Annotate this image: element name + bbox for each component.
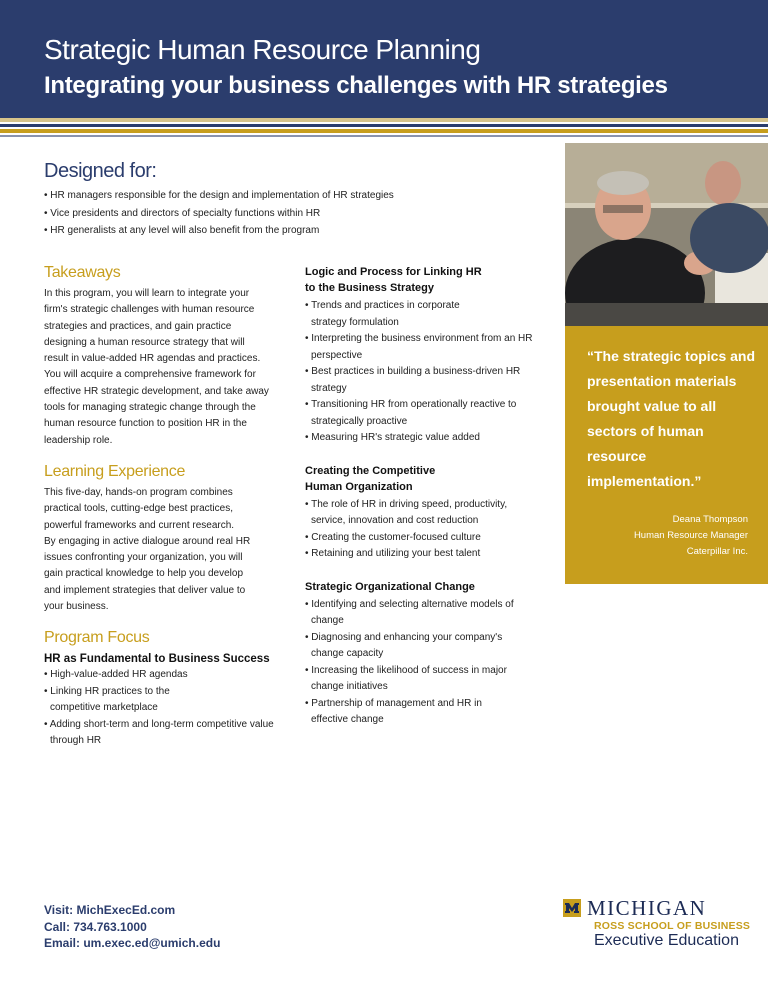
logic-list [305, 298, 545, 447]
list-item: • HR generalists at any level will also benefit from the program [44, 225, 320, 236]
list-item: • Interpreting the business environment from an HR perspective [305, 333, 533, 361]
text-line: human resource function to position HR in the [44, 418, 247, 430]
header-banner [0, 0, 768, 118]
program-focus-title: Program Focus [44, 629, 150, 647]
program-focus-subhead: HR as Fundamental to Business Success [44, 653, 270, 666]
text-line: tools for managing strategic change through the [44, 402, 256, 414]
michigan-ross-logo [563, 896, 753, 956]
middle-column [305, 264, 545, 729]
subhead-line: Human Organization [305, 480, 413, 493]
text-line: firm's strategic challenges with human resource [44, 304, 255, 316]
text-line: This five-day, hands-on program combines [44, 486, 233, 498]
learning-text [44, 485, 289, 615]
logo-school: ROSS SCHOOL OF BUSINESS [594, 920, 751, 932]
contact-block [44, 902, 220, 952]
takeaways-text [44, 286, 289, 449]
text-line: effective HR strategic development, and take away [44, 385, 269, 397]
text-line: designing a human resource strategy that will [44, 336, 245, 348]
phone-number: Call: 734.763.1000 [44, 919, 147, 934]
competitive-list [305, 497, 545, 563]
competitive-subhead [305, 463, 545, 495]
testimonial-company: Caterpillar Inc. [686, 546, 748, 557]
list-item: • Partnership of management and HR in effective change [305, 697, 482, 725]
text-line: and implement strategies that deliver value to [44, 584, 246, 596]
speaker-photo [565, 143, 768, 326]
logo-unit: Executive Education [594, 932, 739, 949]
block-m-icon [563, 899, 581, 917]
subhead-line: Creating the Competitive [305, 464, 436, 477]
testimonial-name: Deana Thompson [672, 514, 748, 525]
list-item: • High-value-added HR agendas [44, 669, 188, 681]
list-item: • Linking HR practices to the competitive marketplace [44, 685, 170, 714]
testimonial-quote: “The strategic topics and presentation materials brought value to all sectors of human resource implementation.” [587, 348, 756, 489]
list-item: • The role of HR in driving speed, productivity, service, innovation and cost reduction [305, 498, 508, 526]
list-item: • Diagnosing and enhancing your company's change capacity [305, 631, 503, 659]
list-item: • Vice presidents and directors of specialty functions within HR [44, 207, 321, 219]
takeaways-title: Takeaways [44, 264, 121, 281]
text-line: In this program, you will learn to integrate your [44, 288, 250, 299]
list-item: • Trends and practices in corporate strategy formulation [305, 300, 460, 328]
designed-for-title: Designed for: [44, 160, 157, 182]
left-column [44, 264, 289, 750]
change-subhead: Strategic Organizational Change [305, 580, 475, 593]
learning-title: Learning Experience [44, 462, 186, 480]
text-line: leadership role. [44, 434, 113, 446]
page-subtitle: Integrating your business challenges with HR strategies [44, 72, 668, 99]
text-line: gain practical knowledge to help you develop [44, 568, 244, 580]
visit-link[interactable]: Visit: MichExecEd.com [44, 903, 176, 917]
list-item: • Increasing the likelihood of success in major change initiatives [305, 664, 507, 692]
logic-subhead [305, 264, 545, 296]
text-line: your business. [44, 601, 109, 613]
email-link[interactable]: Email: um.exec.ed@umich.edu [44, 936, 221, 950]
list-item: • Creating the customer-focused culture [305, 531, 481, 543]
list-item: • Transitioning HR from operationally reactive to strategically proactive [305, 399, 517, 427]
list-item: • Retaining and utilizing your best talent [305, 548, 481, 559]
logo-wordmark: MICHIGAN [587, 896, 707, 920]
testimonial-attribution [634, 512, 748, 560]
list-item: • Adding short-term and long-term competitive value through HR [44, 718, 274, 747]
text-line: strategies and practices, and gain practice [44, 320, 232, 332]
subhead-line: Logic and Process for Linking HR [305, 266, 482, 278]
list-item: • HR managers responsible for the design and implementation of HR strategies [44, 190, 394, 201]
text-line: By engaging in active dialogue around real HR [44, 535, 251, 547]
list-item: • Identifying and selecting alternative models of change [305, 598, 514, 626]
designed-for-list [44, 187, 394, 240]
list-item: • Best practices in building a business-driven HR strategy [305, 366, 521, 394]
subhead-line: to the Business Strategy [305, 282, 434, 294]
text-line: You will acquire a comprehensive framework for [44, 369, 256, 381]
page-title: Strategic Human Resource Planning [44, 34, 481, 65]
testimonial-box [565, 326, 768, 584]
text-line: result in value-added HR agendas and practices. [44, 353, 261, 365]
text-line: powerful frameworks and current research. [44, 519, 235, 531]
list-item: • Measuring HR's strategic value added [305, 432, 480, 443]
program-focus-list [44, 667, 274, 750]
change-list [305, 597, 545, 729]
text-line: practical tools, cutting-edge best practices, [44, 503, 233, 515]
text-line: issues confronting your organization, you will [44, 552, 243, 564]
testimonial-role: Human Resource Manager [633, 530, 748, 541]
